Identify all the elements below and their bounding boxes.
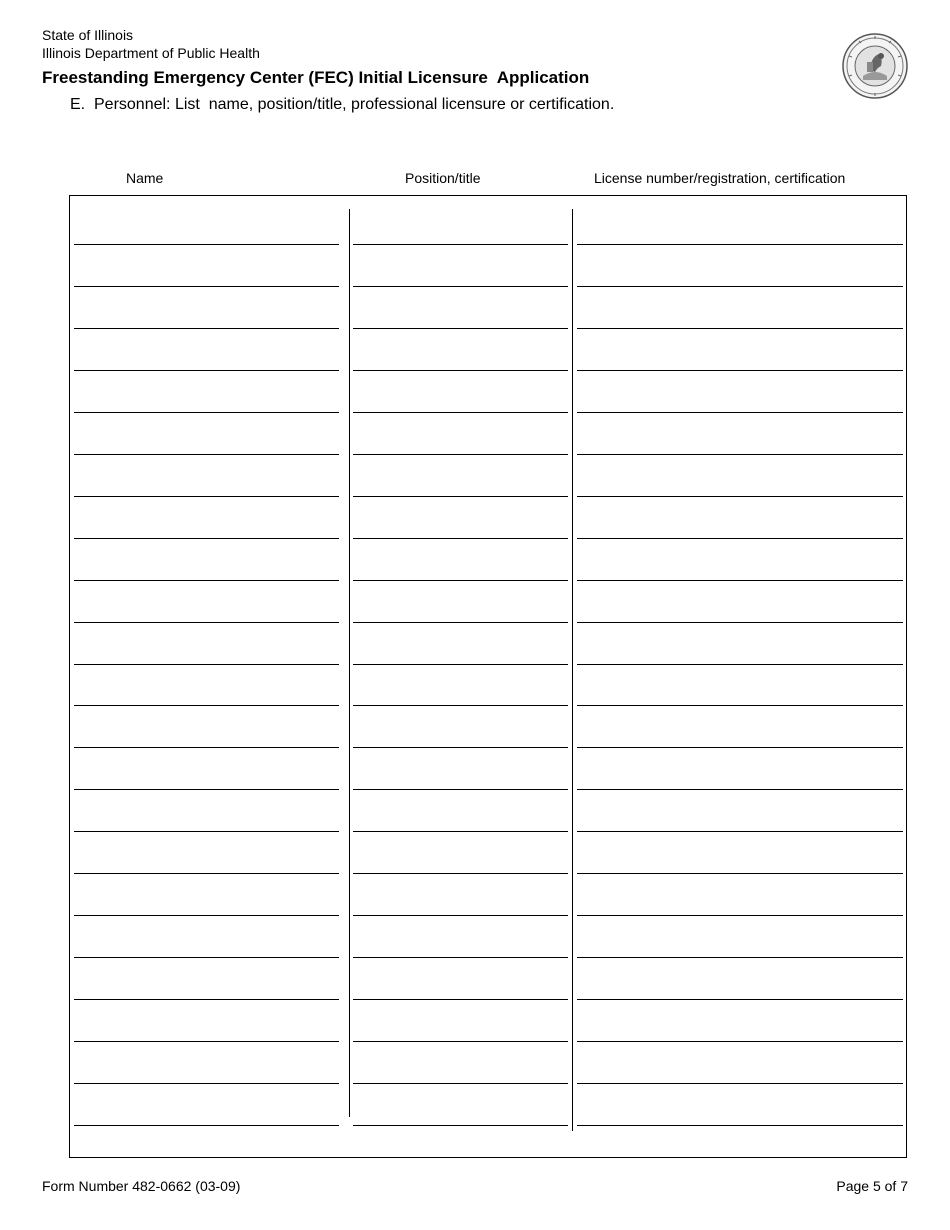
license-field-line[interactable]: [577, 915, 903, 916]
column-header-position: Position/title: [405, 170, 481, 186]
position-field-line[interactable]: [353, 244, 568, 245]
column-divider: [349, 209, 350, 1117]
position-field-line[interactable]: [353, 789, 568, 790]
name-field-line[interactable]: [74, 1083, 339, 1084]
position-field-line[interactable]: [353, 1083, 568, 1084]
state-name: State of Illinois: [42, 27, 134, 43]
license-field-line[interactable]: [577, 873, 903, 874]
position-field-line[interactable]: [353, 370, 568, 371]
position-field-line[interactable]: [353, 1125, 568, 1126]
name-field-line[interactable]: [74, 244, 339, 245]
name-field-line[interactable]: [74, 412, 339, 413]
name-field-line[interactable]: [74, 328, 339, 329]
license-field-line[interactable]: [577, 831, 903, 832]
position-field-line[interactable]: [353, 957, 568, 958]
position-field-line[interactable]: [353, 999, 568, 1000]
name-field-line[interactable]: [74, 454, 339, 455]
position-field-line[interactable]: [353, 328, 568, 329]
license-field-line[interactable]: [577, 244, 903, 245]
name-field-line[interactable]: [74, 705, 339, 706]
license-field-line[interactable]: [577, 1041, 903, 1042]
license-field-line[interactable]: [577, 454, 903, 455]
name-field-line[interactable]: [74, 538, 339, 539]
name-field-line[interactable]: [74, 286, 339, 287]
form-number: Form Number 482-0662 (03-09): [42, 1178, 241, 1194]
license-field-line[interactable]: [577, 1083, 903, 1084]
license-field-line[interactable]: [577, 664, 903, 665]
license-field-line[interactable]: [577, 789, 903, 790]
license-field-line[interactable]: [577, 370, 903, 371]
license-field-line[interactable]: [577, 286, 903, 287]
position-field-line[interactable]: [353, 538, 568, 539]
position-field-line[interactable]: [353, 454, 568, 455]
name-field-line[interactable]: [74, 496, 339, 497]
license-field-line[interactable]: [577, 580, 903, 581]
license-field-line[interactable]: [577, 999, 903, 1000]
name-field-line[interactable]: [74, 831, 339, 832]
position-field-line[interactable]: [353, 831, 568, 832]
personnel-table: [69, 195, 907, 1158]
section-instruction: E. Personnel: List name, position/title, professional licensure or certification.: [70, 96, 615, 113]
name-field-line[interactable]: [74, 999, 339, 1000]
position-field-line[interactable]: [353, 580, 568, 581]
page-number: Page 5 of 7: [836, 1178, 908, 1194]
name-field-line[interactable]: [74, 957, 339, 958]
license-field-line[interactable]: [577, 1125, 903, 1126]
license-field-line[interactable]: [577, 328, 903, 329]
license-field-line[interactable]: [577, 622, 903, 623]
name-field-line[interactable]: [74, 370, 339, 371]
position-field-line[interactable]: [353, 286, 568, 287]
position-field-line[interactable]: [353, 1041, 568, 1042]
name-field-line[interactable]: [74, 664, 339, 665]
license-field-line[interactable]: [577, 747, 903, 748]
position-field-line[interactable]: [353, 747, 568, 748]
license-field-line[interactable]: [577, 538, 903, 539]
position-field-line[interactable]: [353, 496, 568, 497]
column-header-license: License number/registration, certification: [594, 170, 846, 186]
column-header-name: Name: [126, 170, 164, 186]
license-field-line[interactable]: [577, 705, 903, 706]
position-field-line[interactable]: [353, 664, 568, 665]
position-field-line[interactable]: [353, 915, 568, 916]
license-field-line[interactable]: [577, 957, 903, 958]
position-field-line[interactable]: [353, 705, 568, 706]
name-field-line[interactable]: [74, 747, 339, 748]
license-field-line[interactable]: [577, 412, 903, 413]
department-name: Illinois Department of Public Health: [42, 45, 260, 61]
name-field-line[interactable]: [74, 873, 339, 874]
name-field-line[interactable]: [74, 622, 339, 623]
position-field-line[interactable]: [353, 873, 568, 874]
name-field-line[interactable]: [74, 1125, 339, 1126]
state-seal-icon: [841, 32, 909, 100]
form-title: Freestanding Emergency Center (FEC) Initial Licensure Application: [42, 68, 590, 87]
position-field-line[interactable]: [353, 622, 568, 623]
column-divider: [572, 209, 573, 1131]
license-field-line[interactable]: [577, 496, 903, 497]
position-field-line[interactable]: [353, 412, 568, 413]
name-field-line[interactable]: [74, 580, 339, 581]
name-field-line[interactable]: [74, 1041, 339, 1042]
name-field-line[interactable]: [74, 915, 339, 916]
name-field-line[interactable]: [74, 789, 339, 790]
